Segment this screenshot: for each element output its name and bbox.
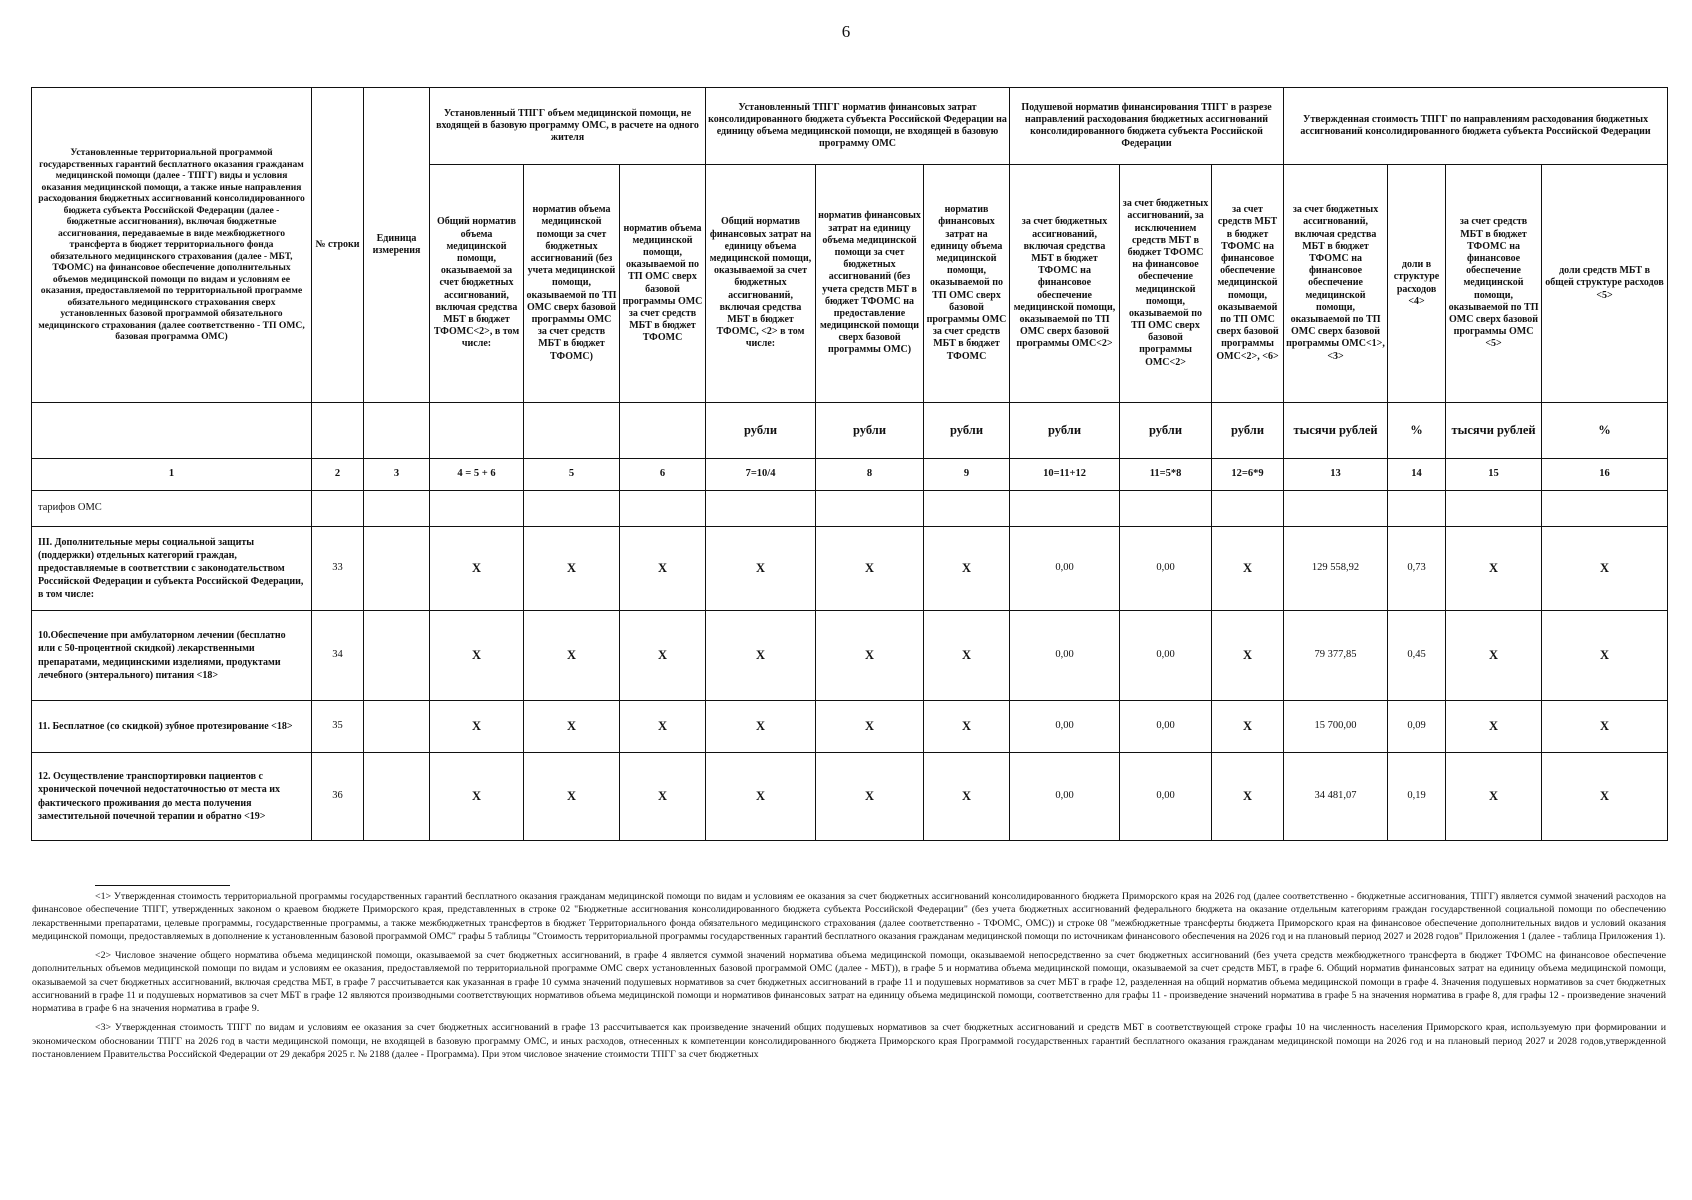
tariff-row <box>32 491 1668 527</box>
cell-col10: 0,00 <box>1010 753 1120 841</box>
header-group-cost-norm: Установленный ТПГГ норматив финансовых затрат консолидированного бюджета субъекта Российской Федерации на единицу объема медицинской помощи, не входящей в базовую программу ОМС <box>706 88 1010 165</box>
cell-col10: 0,00 <box>1010 611 1120 701</box>
unit-cell <box>364 403 430 459</box>
header-unit: Единица измерения <box>364 88 430 403</box>
cell-col13: 34 481,07 <box>1284 753 1388 841</box>
cell-col12: X <box>1212 701 1284 753</box>
footnote-1: <1> Утвержденная стоимость территориальной программы государственных гарантий бесплатного оказания гражданам медицинской помощи по видам и условиям ее оказания за счет бюджетных ассигнований консолидированного бюджета Приморского края на 2026 год (далее соответственно - бюджетные ассигнования, ТПГГ) является суммой значений расходов на финансовое обеспечение ТПГГ, утвержденных законом о краевом бюджете Приморского края, представленных в строке 02 "Бюджетные ассигнования консолидированного бюджета субъекта Российской Федерации" (без учета бюджетных ассигнований федерального бюджета на оказание отдельным категориям граждан государственной социальной помощи по обеспечению лекарственными препаратами, целевые программы, государственные программы, а также межбюджетных трансфертов в бюджет Территориального фонда обязательного медицинского страхования (далее соответственно - ТФОМС, ОМС)) и строке 08 "межбюджетные трансферты бюджета Приморского края на финансовое обеспечение дополнительных видов и условий оказания медицинской помощи, предоставляемых в дополнение к установленным базовой программой ОМС" графы 5 таблицы "Стоимость территориальной программы государственных гарантий бесплатного оказания гражданам медицинской помощи по источникам финансового обеспечения на 2026 год и на плановый период 2027 и 2028 годов" Приложения 1 (далее - таблица Приложения 1). <box>32 891 1666 942</box>
cell-col8: X <box>816 611 924 701</box>
header-group-volume: Установленный ТПГГ объем медицинской помощи, не входящей в базовую программу ОМС, в расчете на одного жителя <box>430 88 706 165</box>
header-sub-14: доли в структуре расходов <4> <box>1388 165 1446 403</box>
header-sub-8: норматив финансовых затрат на единицу объема медицинской помощи за счет бюджетных ассигнований (без учета средств МБТ в бюджет ТФОМС на предоставление медицинской помощи сверх базовой программы ОМС) <box>816 165 924 403</box>
header-row-number: № строки <box>312 88 364 403</box>
table-row <box>32 753 1668 841</box>
unit-cell: тысячи рублей <box>1284 403 1388 459</box>
table-row <box>32 701 1668 753</box>
cell-col13: 15 700,00 <box>1284 701 1388 753</box>
row-unit <box>364 527 430 611</box>
column-number: 13 <box>1284 459 1388 491</box>
cell-col14: 0,19 <box>1388 753 1446 841</box>
cell-col7: X <box>706 527 816 611</box>
header-sub-7: Общий норматив финансовых затрат на единицу объема медицинской помощи, оказываемой за счет бюджетных ассигнований, включая средства МБТ в бюджет ТФОМС, <2> в том числе: <box>706 165 816 403</box>
unit-cell: рубли <box>1212 403 1284 459</box>
header-group-per-capita: Подушевой норматив финансирования ТПГГ в разрезе направлений расходования бюджетных ассигнований консолидированного бюджета субъекта Российской Федерации <box>1010 88 1284 165</box>
header-sub-10: за счет бюджетных ассигнований, включая средства МБТ в бюджет ТФОМС на финансовое обеспечение медицинской помощи, оказываемой по ТП ОМС сверх базовой программы ОМС<2> <box>1010 165 1120 403</box>
cell-col14: 0,09 <box>1388 701 1446 753</box>
cell-col8: X <box>816 527 924 611</box>
cell-col16: X <box>1542 611 1668 701</box>
empty-cell <box>430 491 524 527</box>
cell-col9: X <box>924 611 1010 701</box>
cell-col12: X <box>1212 611 1284 701</box>
empty-cell <box>1284 491 1388 527</box>
row-unit <box>364 701 430 753</box>
row-number: 36 <box>312 753 364 841</box>
empty-cell <box>524 491 620 527</box>
cell-col16: X <box>1542 701 1668 753</box>
header-sub-5: норматив объема медицинской помощи за счет бюджетных ассигнований (без учета медицинской помощи, оказываемой по ТП ОМС сверх базовой программы ОМС за счет средств МБТ в бюджет ТФОМС) <box>524 165 620 403</box>
unit-cell <box>620 403 706 459</box>
cell-col16: X <box>1542 527 1668 611</box>
empty-cell <box>1120 491 1212 527</box>
cell-col15: X <box>1446 527 1542 611</box>
cell-col8: X <box>816 701 924 753</box>
header-row-groups <box>32 88 1668 165</box>
column-number: 12=6*9 <box>1212 459 1284 491</box>
row-unit <box>364 611 430 701</box>
header-sub-4: Общий норматив объема медицинской помощи, оказываемой за счет бюджетных ассигнований, включая средства МБТ в бюджет ТФОМС<2>, в том числе: <box>430 165 524 403</box>
cell-col9: X <box>924 701 1010 753</box>
column-number: 10=11+12 <box>1010 459 1120 491</box>
column-number: 14 <box>1388 459 1446 491</box>
cell-col13: 129 558,92 <box>1284 527 1388 611</box>
column-number: 4 = 5 + 6 <box>430 459 524 491</box>
empty-cell <box>706 491 816 527</box>
table-row <box>32 611 1668 701</box>
cell-col6: X <box>620 527 706 611</box>
unit-cell <box>32 403 312 459</box>
unit-cell: рубли <box>1120 403 1212 459</box>
cell-col5: X <box>524 527 620 611</box>
tariff-label: тарифов ОМС <box>32 491 312 527</box>
column-number: 2 <box>312 459 364 491</box>
column-number: 15 <box>1446 459 1542 491</box>
unit-cell: рубли <box>706 403 816 459</box>
column-number: 9 <box>924 459 1010 491</box>
cell-col6: X <box>620 701 706 753</box>
header-col1: Установленные территориальной программой государственных гарантий бесплатного оказания гражданам медицинской помощи (далее - ТПГГ) виды и условия оказания медицинской помощи, а также иные направления расходования бюджетных ассигнований консолидированного бюджета субъекта Российской Федерации (далее - бюджетные ассигнования), включая бюджетные ассигнования, передаваемые в виде межбюджетного трансферта в бюджет территориального фонда обязательного медицинского страхования (далее - МБТ, ТФОМС) на финансовое обеспечение дополнительных объемов медицинской помощи по видам и условиям ее оказания, предоставляемой по территориальной программе обязательного медицинского страхования сверх установленных базовой программой обязательного медицинского страхования (далее соответственно - ТП ОМС, базовая программа ОМС) <box>32 88 312 403</box>
unit-cell <box>312 403 364 459</box>
cell-col14: 0,73 <box>1388 527 1446 611</box>
cell-col11: 0,00 <box>1120 611 1212 701</box>
unit-cell: тысячи рублей <box>1446 403 1542 459</box>
cell-col4: X <box>430 611 524 701</box>
cell-col9: X <box>924 527 1010 611</box>
page-number: 6 <box>841 22 851 41</box>
empty-cell <box>924 491 1010 527</box>
empty-cell <box>364 491 430 527</box>
empty-cell <box>816 491 924 527</box>
empty-cell <box>1446 491 1542 527</box>
cell-col15: X <box>1446 753 1542 841</box>
cell-col16: X <box>1542 753 1668 841</box>
cell-col9: X <box>924 753 1010 841</box>
header-sub-9: норматив финансовых затрат на единицу объема медицинской помощи, оказываемой по ТП ОМС сверх базовой программы ОМС за счет средств МБТ в бюджет ТФОМС <box>924 165 1010 403</box>
table-row <box>32 527 1668 611</box>
column-number: 8 <box>816 459 924 491</box>
cell-col11: 0,00 <box>1120 701 1212 753</box>
cell-col11: 0,00 <box>1120 753 1212 841</box>
cell-col12: X <box>1212 753 1284 841</box>
cell-col4: X <box>430 701 524 753</box>
row-label: 12. Осуществление транспортировки пациентов с хронической почечной недостаточностью от места их фактического проживания до места получения заместительной почечной терапии и обратно <19> <box>32 753 312 841</box>
cell-col13: 79 377,85 <box>1284 611 1388 701</box>
header-sub-16: доли средств МБТ в общей структуре расходов <5> <box>1542 165 1668 403</box>
cell-col10: 0,00 <box>1010 527 1120 611</box>
row-number: 34 <box>312 611 364 701</box>
column-number: 11=5*8 <box>1120 459 1212 491</box>
header-row-units <box>32 403 1668 459</box>
tpgg-table <box>31 87 1668 841</box>
header-sub-15: за счет средств МБТ в бюджет ТФОМС на финансовое обеспечение медицинской помощи, оказываемой по ТП ОМС сверх базовой программы ОМС <5> <box>1446 165 1542 403</box>
empty-cell <box>1212 491 1284 527</box>
cell-col5: X <box>524 753 620 841</box>
footnote-divider <box>95 885 230 886</box>
unit-cell: % <box>1388 403 1446 459</box>
cell-col5: X <box>524 701 620 753</box>
cell-col11: 0,00 <box>1120 527 1212 611</box>
unit-cell: рубли <box>1010 403 1120 459</box>
empty-cell <box>312 491 364 527</box>
header-group-approved-cost: Утвержденная стоимость ТПГГ по направлениям расходования бюджетных ассигнований консолидированного бюджета субъекта Российской Федерации <box>1284 88 1668 165</box>
header-sub-6: норматив объема медицинской помощи, оказываемой по ТП ОМС сверх базовой программы ОМС за счет средств МБТ в бюджет ТФОМС <box>620 165 706 403</box>
cell-col10: 0,00 <box>1010 701 1120 753</box>
cell-col7: X <box>706 611 816 701</box>
empty-cell <box>1388 491 1446 527</box>
cell-col15: X <box>1446 701 1542 753</box>
header-sub-12: за счет средств МБТ в бюджет ТФОМС на финансовое обеспечение медицинской помощи, оказываемой по ТП ОМС сверх базовой программы ОМС<2>, <6> <box>1212 165 1284 403</box>
header-sub-11: за счет бюджетных ассигнований, за исключением средств МБТ в бюджет ТФОМС на финансовое обеспечение медицинской помощи, оказываемой по ТП ОМС сверх базовой программы ОМС<2> <box>1120 165 1212 403</box>
cell-col4: X <box>430 753 524 841</box>
row-label: 10.Обеспечение при амбулаторном лечении (бесплатно или с 50-процентной скидкой) лекарственными препаратами, медицинскими изделиями, продуктами лечебного (энтерального) питания <18> <box>32 611 312 701</box>
empty-cell <box>1542 491 1668 527</box>
unit-cell <box>524 403 620 459</box>
column-number: 1 <box>32 459 312 491</box>
empty-cell <box>620 491 706 527</box>
row-unit <box>364 753 430 841</box>
unit-cell: рубли <box>816 403 924 459</box>
header-sub-13: за счет бюджетных ассигнований, включая средства МБТ в бюджет ТФОМС на финансовое обеспечение медицинской помощи, оказываемой по ТП ОМС сверх базовой программы ОМС<1>, <3> <box>1284 165 1388 403</box>
unit-cell <box>430 403 524 459</box>
cell-col5: X <box>524 611 620 701</box>
footnote-3: <3> Утвержденная стоимость ТПГГ по видам и условиям ее оказания за счет бюджетных ассигнований в графе 13 рассчитывается как произведение значений общих подушевых нормативов за счет бюджетных ассигнований и средств МБТ в соответствующей строке графы 10 на численность населения Приморского края, используемую при формировании и экономическом обосновании ТПГГ на 2026 год в части медицинской помощи, не входящей в базовую программу ОМС, и иных расходов, отнесенных к компетенции консолидированного бюджета Приморского края Программой государственных гарантий бесплатного оказания гражданам медицинской помощи на 2026 год и на плановый период 2027 и 2028 годов,утвержденной постановлением Правительства Российской Федерации от 29 декабря 2025 г. № 2188 (далее - Программа). При этом числовое значение стоимости ТПГГ за счет бюджетных <box>32 1022 1666 1060</box>
column-number: 5 <box>524 459 620 491</box>
footnotes <box>32 885 1666 1067</box>
row-number: 33 <box>312 527 364 611</box>
cell-col6: X <box>620 753 706 841</box>
footnote-2: <2> Числовое значение общего норматива объема медицинской помощи, оказываемой за счет бюджетных ассигнований, в графе 4 является суммой значений норматива объема медицинской помощи, оказываемой непосредственно за счет бюджетных ассигнований (без учета средств межбюджетного трансферта в бюджет ТФОМС на финансовое обеспечение дополнительных объемов медицинской помощи по видам и условиям ее оказания, предоставляемой по территориальной программе ОМС сверх установленных базовой программой ОМС (далее - МБТ)), в графе 5 и норматива объема медицинской помощи, оказываемой за счет средств МБТ, в графе 6. Общий норматив финансовых затрат на единицу объема медицинской помощи, оказываемой за счет бюджетных ассигнований, включая средства МБТ, в графе 7 рассчитывается как указанная в графе 10 сумма значений подушевых нормативов за счет бюджетных ассигнований в графе 11 и подушевых нормативов за счет МБТ в графе 12, разделенная на общий норматив объема медицинской помощи в графе 4. Значения подушевых нормативов за счет бюджетных ассигнований в графе 11 и подушевых нормативов за счет МБТ в графе 12 являются производными соответствующих нормативов объема медицинской помощи и нормативов финансовых затрат на единицу объема медицинской помощи, соответственно для графы 11 - произведение значений норматива в графе 5 на значения норматива в графе 8, для графы 12 - произведение значений норматива в графе 6 на значения норматива в графе 9. <box>32 950 1666 1015</box>
cell-col4: X <box>430 527 524 611</box>
cell-col12: X <box>1212 527 1284 611</box>
cell-col8: X <box>816 753 924 841</box>
row-label: III. Дополнительные меры социальной защиты (поддержки) отдельных категорий граждан, предоставляемые в соответствии с законодательством Российской Федерации и субъекта Российской Федерации, в том числе: <box>32 527 312 611</box>
cell-col7: X <box>706 701 816 753</box>
cell-col7: X <box>706 753 816 841</box>
header-row-numbers <box>32 459 1668 491</box>
row-number: 35 <box>312 701 364 753</box>
unit-cell: рубли <box>924 403 1010 459</box>
empty-cell <box>1010 491 1120 527</box>
unit-cell: % <box>1542 403 1668 459</box>
column-number: 6 <box>620 459 706 491</box>
cell-col6: X <box>620 611 706 701</box>
column-number: 7=10/4 <box>706 459 816 491</box>
column-number: 16 <box>1542 459 1668 491</box>
cell-col14: 0,45 <box>1388 611 1446 701</box>
column-number: 3 <box>364 459 430 491</box>
row-label: 11. Бесплатное (со скидкой) зубное протезирование <18> <box>32 701 312 753</box>
cell-col15: X <box>1446 611 1542 701</box>
